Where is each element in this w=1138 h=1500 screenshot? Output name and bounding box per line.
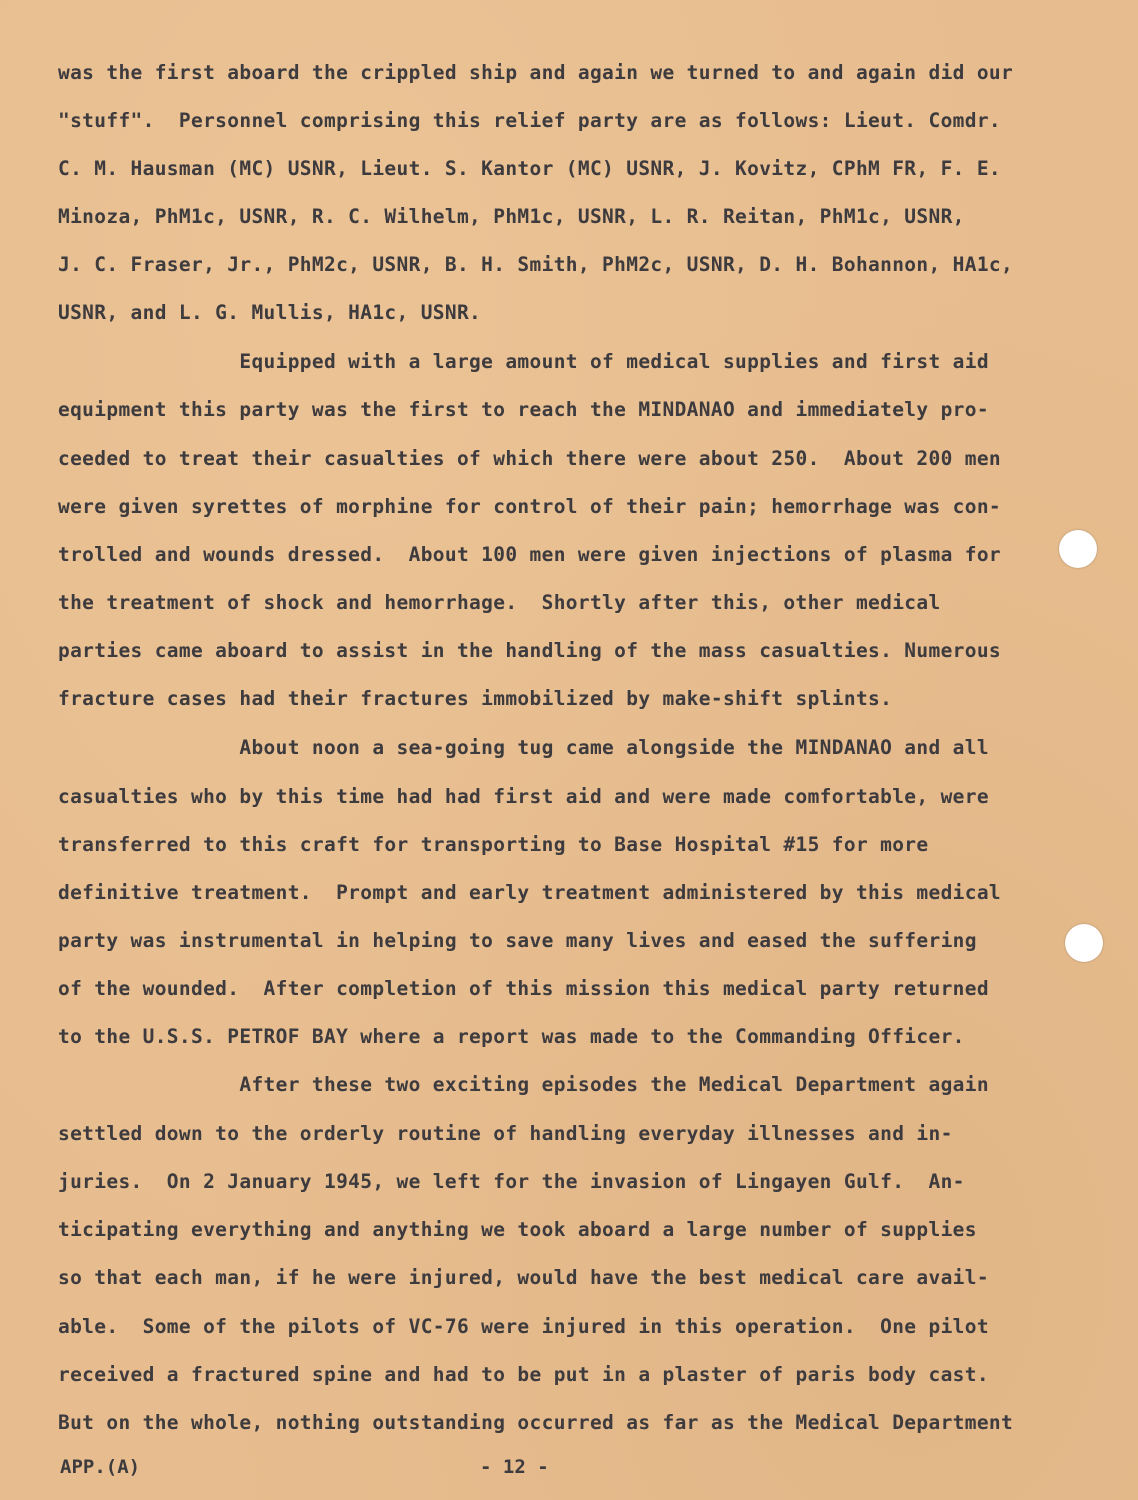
text-line: "stuff". Personnel comprising this relief party are as follows: Lieut. Comdr. [58, 109, 1002, 132]
punch-hole [1065, 924, 1103, 962]
page-number: - 12 - [480, 1456, 549, 1478]
text-line: ceeded to treat their casualties of which there were about 250. About 200 men [58, 447, 1002, 470]
text-line: received a fractured spine and had to be put in a plaster of paris body cast. [58, 1363, 989, 1386]
appendix-label: APP.(A) [60, 1456, 141, 1478]
text-line: was the first aboard the crippled ship and again we turned to and again did our [58, 61, 1014, 84]
text-line: of the wounded. After completion of this mission this medical party returned [58, 977, 989, 1000]
text-line: trolled and wounds dressed. About 100 men were given injections of plasma for [58, 543, 1002, 566]
text-line: settled down to the orderly routine of handling everyday illnesses and in- [58, 1122, 953, 1145]
text-line: ticipating everything and anything we took aboard a large number of supplies [58, 1218, 977, 1241]
text-line: Minoza, PhM1c, USNR, R. C. Wilhelm, PhM1c, USNR, L. R. Reitan, PhM1c, USNR, [58, 205, 965, 228]
text-line: fracture cases had their fractures immobilized by make-shift splints. [58, 687, 893, 710]
text-line: the treatment of shock and hemorrhage. Shortly after this, other medical [58, 591, 941, 614]
text-line: But on the whole, nothing outstanding occurred as far as the Medical Department [58, 1411, 1014, 1434]
text-line: casualties who by this time had had first aid and were made comfortable, were [58, 785, 989, 808]
text-line: equipment this party was the first to reach the MINDANAO and immediately pro- [58, 398, 989, 421]
text-line: J. C. Fraser, Jr., PhM2c, USNR, B. H. Smith, PhM2c, USNR, D. H. Bohannon, HA1c, [58, 253, 1014, 276]
punch-hole [1059, 530, 1097, 568]
text-line: transferred to this craft for transporting to Base Hospital #15 for more [58, 833, 929, 856]
text-line: C. M. Hausman (MC) USNR, Lieut. S. Kantor (MC) USNR, J. Kovitz, CPhM FR, F. E. [58, 157, 1002, 180]
text-line: After these two exciting episodes the Medical Department again [58, 1073, 989, 1096]
text-line: definitive treatment. Prompt and early treatment administered by this medical [58, 881, 1002, 904]
text-line: About noon a sea-going tug came alongside the MINDANAO and all [58, 736, 989, 759]
text-line: were given syrettes of morphine for control of their pain; hemorrhage was con- [58, 495, 1002, 518]
text-line: party was instrumental in helping to save many lives and eased the suffering [58, 929, 977, 952]
text-line: to the U.S.S. PETROF BAY where a report was made to the Commanding Officer. [58, 1025, 965, 1048]
text-line: juries. On 2 January 1945, we left for the invasion of Lingayen Gulf. An- [58, 1170, 965, 1193]
text-line: Equipped with a large amount of medical supplies and first aid [58, 350, 989, 373]
text-line: able. Some of the pilots of VC-76 were injured in this operation. One pilot [58, 1315, 989, 1338]
text-line: USNR, and L. G. Mullis, HA1c, USNR. [58, 301, 482, 324]
text-line: so that each man, if he were injured, would have the best medical care avail- [58, 1266, 989, 1289]
text-line: parties came aboard to assist in the handling of the mass casualties. Numerous [58, 639, 1002, 662]
